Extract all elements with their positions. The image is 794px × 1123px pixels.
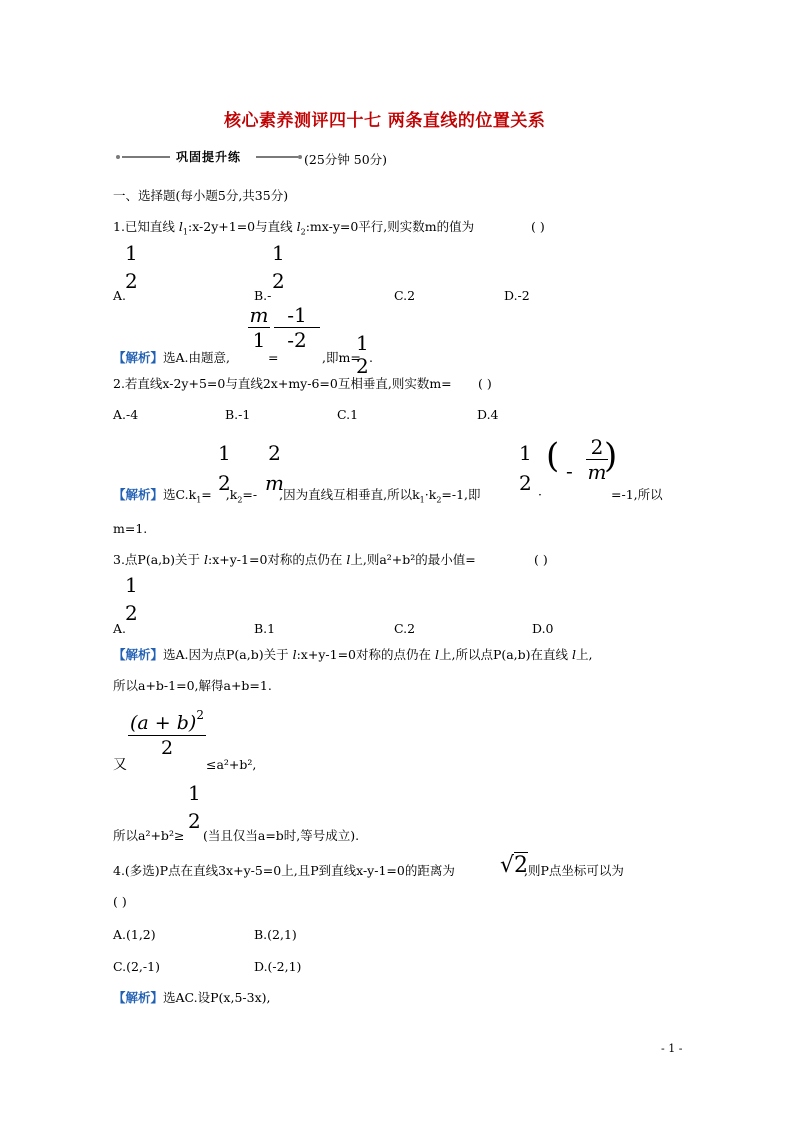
q4-solution: 【解析】选AC.设P(x,5-3x),	[113, 990, 271, 1005]
ornament-dot-right	[298, 155, 302, 159]
page-number: - 1 -	[661, 1042, 683, 1055]
q4-option-d: D.(-2,1)	[254, 959, 302, 974]
q3-option-d: D.0	[532, 621, 554, 636]
q1-option-d: D.-2	[504, 288, 530, 303]
q1-solution-tail: ,即m=	[322, 350, 361, 365]
q3-solution-line2: 所以a+b-1=0,解得a+b=1.	[113, 678, 272, 693]
ornament-dot-left	[116, 155, 120, 159]
q3-so: 所以a²+b²≥	[113, 828, 185, 843]
q2-frac-inner: 2 m	[587, 435, 607, 484]
q4-sqrt: √2	[500, 853, 529, 878]
q2-paren-open: (	[546, 436, 560, 476]
q4-option-c: C.(2,-1)	[113, 959, 160, 974]
q2-stem: 2.若直线x-2y+5=0与直线2x+my-6=0互相垂直,则实数m=	[113, 376, 452, 391]
q3-leq: ≤a²+b²,	[206, 757, 257, 772]
q3-you: 又	[113, 757, 127, 773]
q2-answer-paren: ( )	[478, 376, 492, 391]
ornament-line-left	[122, 156, 170, 158]
q1-fraction-b: 1 2	[272, 241, 285, 293]
q2-solution-tail: =-1,所以	[611, 487, 663, 502]
q3-solution: 【解析】选A.因为点P(a,b)关于 l:x+y-1=0对称的点仍在 l上,所以点P(a,b)在直线 l上,	[113, 647, 593, 662]
q1-solution-frac1: m 1	[249, 303, 269, 352]
q3-fraction-a: 1 2	[125, 573, 138, 625]
q1-answer-paren: ( )	[531, 219, 545, 234]
q2-solution: 【解析】选$C.k_1= ,k_2=-$ ,因为直线互相垂直,所以$k_1\cdot k_2=-1$,即	[113, 487, 481, 505]
page-title: 核心素养测评四十七 两条直线的位置关系	[224, 111, 546, 131]
q2-paren-minus: -	[566, 459, 573, 483]
q1-fraction-a: 1 2	[125, 241, 138, 293]
q1-solution-label: 【解析】	[113, 350, 164, 365]
q2-solution-label: 【解析】	[113, 487, 164, 502]
q4-option-b: B.(2,1)	[254, 927, 297, 942]
q1-solution-eq: =	[268, 350, 279, 365]
q2-frac-half: 1 2	[519, 441, 532, 495]
q4-stem-tail: ,则P点坐标可以为	[524, 863, 624, 878]
q4-answer-paren: ( )	[113, 894, 127, 909]
q3-option-b: B.1	[254, 621, 276, 636]
q4-stem: 4.(多选)P点在直线3x+y-5=0上,且P到直线x-y-1=0的距离为	[113, 863, 455, 878]
q1-option-c: C.2	[394, 288, 416, 303]
q3-stem: 3.点P(a,b)关于 l:x+y-1=0对称的点仍在 l上,则a²+b²的最小值=	[113, 552, 476, 567]
q3-fraction-half: 1 2	[188, 781, 201, 833]
q4-solution-label: 【解析】	[113, 990, 164, 1005]
q3-fraction-square: $(a + b)^2$ 2	[128, 708, 206, 759]
q2-option-a: A.-4	[113, 407, 139, 422]
q3-answer-paren: ( )	[534, 552, 548, 567]
q2-option-b: B.-1	[225, 407, 251, 422]
q1-option-b: B.-	[254, 288, 272, 303]
q1-solution-period: .	[369, 350, 373, 365]
q1-option-a: A.	[113, 288, 127, 303]
q3-option-a: A.	[113, 621, 127, 636]
q2-option-c: C.1	[337, 407, 359, 422]
q2-option-d: D.4	[477, 407, 499, 422]
q2-solution-line2: m=1.	[113, 521, 148, 536]
q2-frac-k2: 2 m	[265, 441, 284, 495]
q3-option-c: C.2	[394, 621, 416, 636]
section-time: (25分钟 50分)	[304, 152, 388, 167]
q2-paren-close: )	[604, 436, 618, 476]
ornament-line-right	[256, 156, 298, 158]
q1-stem: 1.已知直线 $l_1:x-2y+1=0$与直线 $l_2:mx-y=0$平行,则实数m的值为	[113, 219, 475, 237]
q1-solution-frac3: 1 2	[356, 331, 369, 378]
q1-solution-frac2: -1 -2	[274, 304, 320, 351]
q4-option-a: A.(1,2)	[113, 927, 156, 942]
q2-solution-dot: ·	[538, 487, 542, 502]
section-badge: 巩固提升练	[176, 150, 242, 164]
q3-so-tail: (当且仅当a=b时,等号成立).	[203, 828, 360, 843]
q2-frac-k1: 1 2	[218, 441, 231, 495]
part-heading: 一、选择题(每小题5分,共35分)	[113, 188, 289, 203]
q3-solution-label: 【解析】	[113, 647, 164, 662]
q1-solution: 【解析】选A.由题意,	[113, 350, 230, 365]
